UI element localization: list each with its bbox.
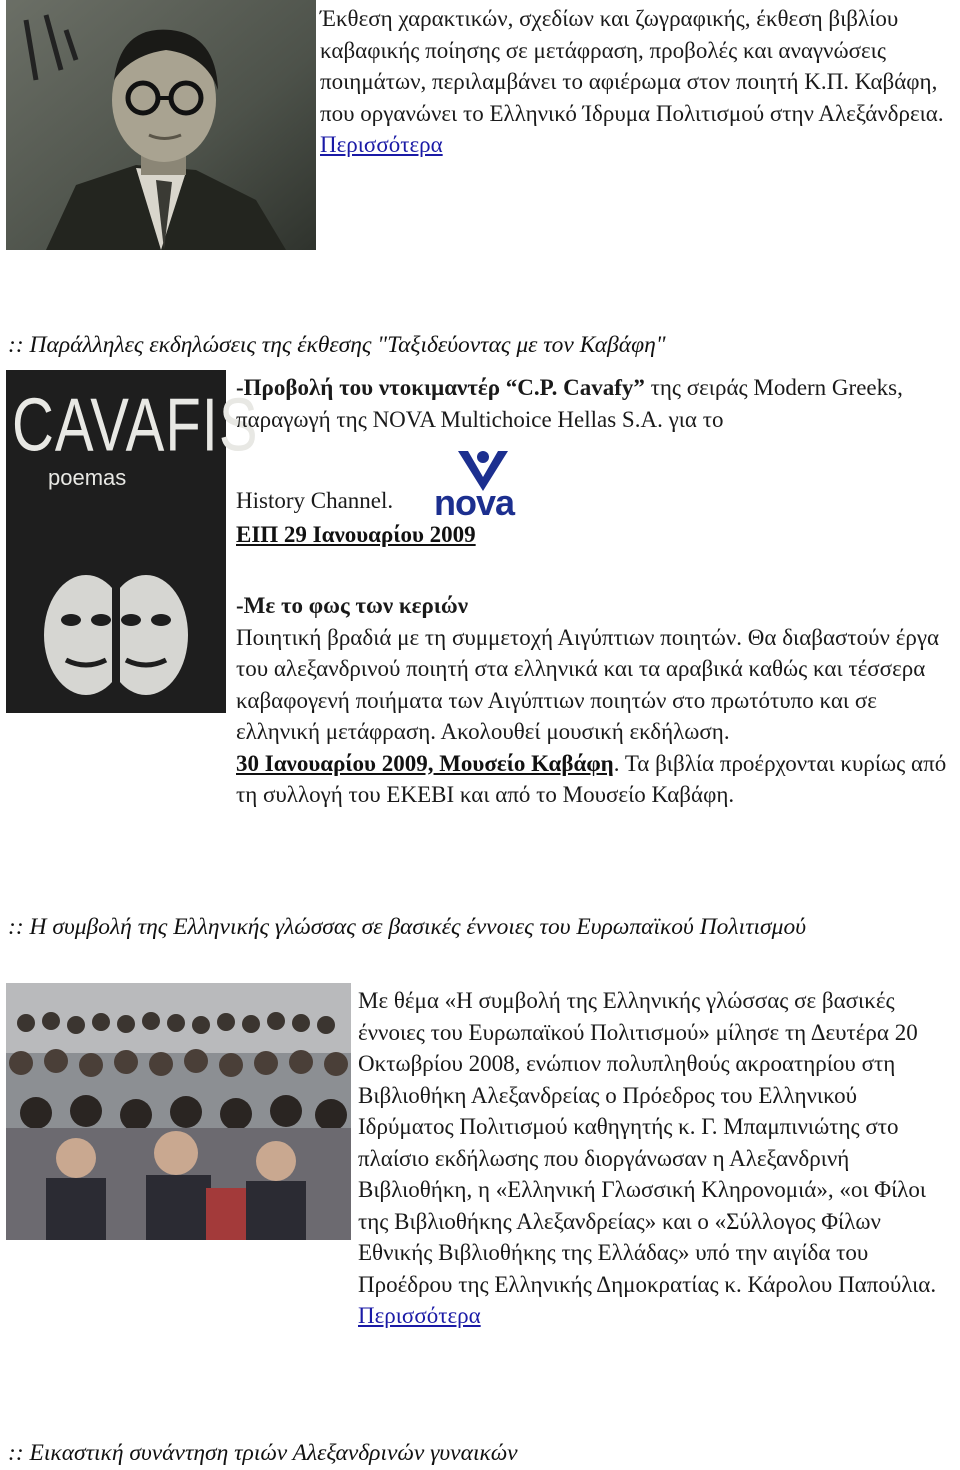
cavafis-poemas-book-cover (6, 370, 259, 713)
intro-text: Έκθεση χαρακτικών, σχεδίων και ζωγραφικής, έκθεση βιβλίου καβαφικής ποίησης σε μετάφραση, προβολές και αναγνώσεις ποιημάτων, περιλαμβάνει το αφιέρωμα στον ποιητή Κ.Π. Καβάφη, που οργανώνει το Ελληνικό Ίδρυμα Πολιτισμού στην Αλεξάνδρεια. (320, 6, 944, 126)
book-cover-title: CAVAFIS (12, 382, 259, 468)
event-documentary (236, 372, 951, 551)
language-lecture-text: Με θέμα «Η συμβολή της Ελληνικής γλώσσας σε βασικές έννοιες του Ευρωπαϊκού Πολιτισμού» μίλησε τη Δευτέρα 20 Οκτωβρίου 2008, ενώπιον πολυπληθούς ακροατηρίου στη Βιβλιοθήκη Αλεξανδρείας ο Πρόεδρος του Ελληνικού Ιδρύματος Πολιτισμού καθηγητής κ. Γ. Μπαμπινιώτης στο πλαίσιο εκδήλωσης που διοργάνωσαν η Αλεξανδρινή Βιβλιοθήκη, η «Ελληνική Γλωσσική Κληρονομιά», «οι Φίλοι της Βιβλιοθήκης Αλεξανδρείας» και ο «Σύλλογος Φίλων Εθνικής Βιβλιοθήκης της Ελλάδας» υπό την αιγίδα του Προέδρου της Ελληνικής Δημοκρατίας κ. Κάρολου Παπούλια. (358, 988, 937, 1297)
nova-logo (428, 443, 538, 523)
intro-block (320, 3, 950, 161)
nova-logo-text: nova (434, 482, 515, 523)
intro-more-link[interactable]: Περισσότερα (320, 132, 443, 157)
lecture-audience-photo (6, 983, 351, 1240)
language-lecture-block (358, 985, 958, 1332)
cavafy-portrait-photo (6, 0, 316, 250)
section-heading-greek-language: :: Η συμβολή της Ελληνικής γλώσσας σε βασικές έννοιες του Ευρωπαϊκού Πολιτισμού (8, 914, 806, 940)
event-candlelight-date-link[interactable]: 30 Ιανουαρίου 2009, Μουσείο Καβάφη (236, 750, 614, 776)
language-more-link[interactable]: Περισσότερα (358, 1303, 481, 1328)
event-documentary-channel-text: History Channel. (236, 488, 394, 513)
section-heading-art-meeting: :: Εικαστική συνάντηση τριών Αλεξανδρινών γυναικών (8, 1440, 518, 1466)
event-candlelight-note-line (236, 748, 951, 811)
event-candlelight-title: -Με το φως των κεριών (236, 593, 468, 618)
book-cover-subtitle: poemas (48, 465, 127, 490)
event-candlelight-note: . Τα βιβλία προέρχονται κυρίως από τη συλλογή του ΕΚΕΒΙ και από το Μουσείο Καβάφη. (236, 750, 947, 807)
event-documentary-date-link[interactable]: ΕΙΠ 29 Ιανουαρίου 2009 (236, 522, 476, 547)
event-documentary-channel-line (236, 457, 951, 523)
event-candlelight-description: Ποιητική βραδιά με τη συμμετοχή Αιγύπτιων ποιητών. Θα διαβαστούν έργα του αλεξανδρινού ποιητή στα ελληνικά και τα αραβικά καθώς και τέσσερα καβαφογενή ποιήματα των Αιγύπτιων ποιητών στο πρωτότυπο και σε ελληνική μετάφραση. Ακολουθεί μουσική εκδήλωση. (236, 624, 940, 744)
event-documentary-title: -Προβολή του ντοκιμαντέρ “C.P. Cavafy” (236, 375, 645, 400)
section-heading-parallel-events: :: Παράλληλες εκδηλώσεις της έκθεσης "Ταξιδεύοντας με τον Καβάφη" (8, 332, 666, 358)
event-documentary-description (236, 372, 951, 435)
event-candlelight (236, 590, 951, 811)
event-documentary-details: της σειράς Modern Greeks, παραγωγή της NOVA Multichoice Hellas S.A. για το (236, 375, 903, 432)
